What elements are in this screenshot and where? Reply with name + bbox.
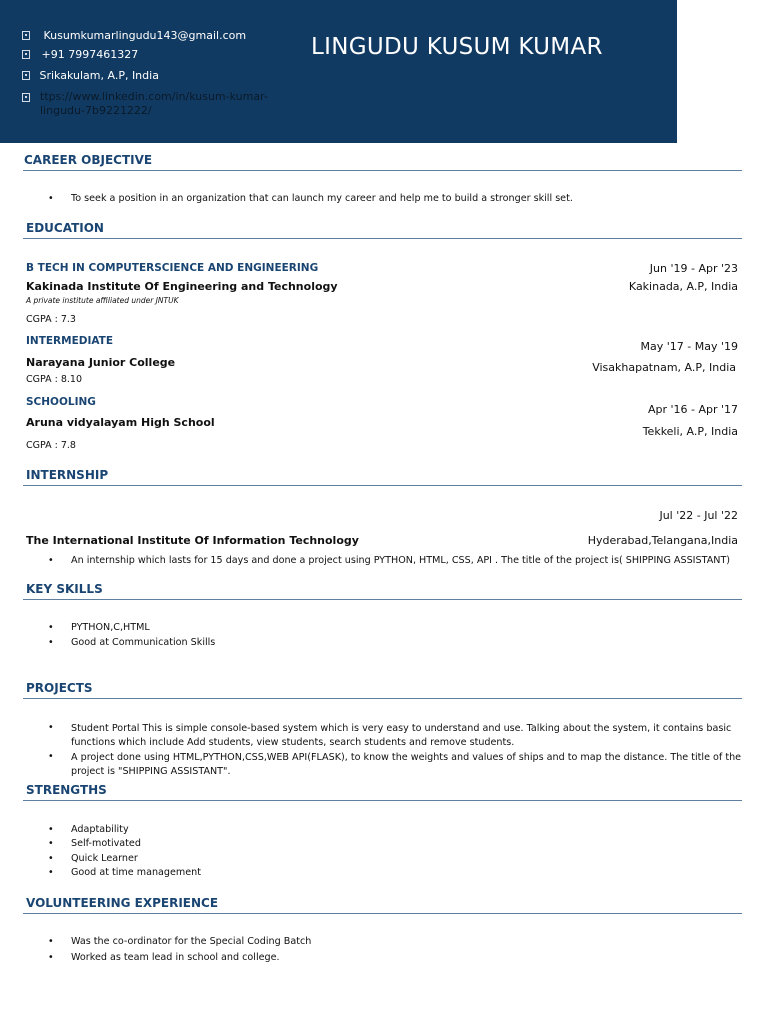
section-title-education: EDUCATION bbox=[26, 221, 104, 235]
section-divider bbox=[23, 800, 742, 801]
contact-phone bbox=[22, 48, 138, 61]
section-title-key-skills: KEY SKILLS bbox=[26, 582, 103, 596]
education-dates: Jun '19 - Apr '23 bbox=[649, 262, 738, 275]
section-divider bbox=[23, 485, 742, 486]
bullet-icon: • bbox=[48, 722, 54, 733]
strength-text: Self-motivated bbox=[71, 838, 141, 849]
section-divider bbox=[23, 238, 742, 239]
section-divider bbox=[23, 913, 742, 914]
bullet-icon: • bbox=[48, 637, 54, 648]
strength-text: Good at time management bbox=[71, 867, 201, 878]
mail-icon bbox=[22, 31, 30, 40]
section-title-career-objective: CAREER OBJECTIVE bbox=[24, 153, 153, 167]
internship-organization: The International Institute Of Information Technology bbox=[26, 534, 359, 547]
education-score: CGPA : 7.3 bbox=[26, 314, 76, 325]
linkedin-icon bbox=[22, 93, 30, 102]
education-score: CGPA : 7.8 bbox=[26, 440, 76, 451]
section-divider bbox=[23, 170, 742, 171]
bullet-icon: • bbox=[48, 555, 54, 566]
education-place: Visakhapatnam, A.P, India bbox=[592, 361, 736, 374]
strength-text: Adaptability bbox=[71, 824, 129, 835]
bullet-icon: • bbox=[48, 622, 54, 633]
skill-text: Good at Communication Skills bbox=[71, 637, 216, 648]
email-text[interactable]: Kusumkumarlingudu143@gmail.com bbox=[43, 29, 247, 42]
education-place: Tekkeli, A.P, India bbox=[642, 425, 738, 438]
bullet-icon: • bbox=[48, 936, 54, 947]
objective-text: To seek a position in an organization that can launch my career and help me to build a stronger skill set. bbox=[71, 193, 573, 204]
education-institution: Kakinada Institute Of Engineering and Technology bbox=[26, 280, 338, 293]
education-note: A private institute affiliated under JNTUK bbox=[26, 296, 179, 305]
contact-email bbox=[22, 29, 246, 42]
education-dates: Apr '16 - Apr '17 bbox=[647, 403, 738, 416]
internship-dates: Jul '22 - Jul '22 bbox=[659, 509, 738, 522]
education-place: Kakinada, A.P, India bbox=[628, 280, 738, 293]
bullet-icon: • bbox=[48, 853, 54, 864]
phone-icon bbox=[22, 50, 30, 59]
skill-text: PYTHON,C,HTML bbox=[71, 622, 150, 633]
section-title-projects: PROJECTS bbox=[26, 681, 93, 695]
bullet-icon: • bbox=[48, 838, 54, 849]
candidate-name: LINGUDU KUSUM KUMAR bbox=[311, 34, 603, 60]
section-title-volunteering: VOLUNTEERING EXPERIENCE bbox=[26, 896, 219, 910]
phone-text: +91 7997461327 bbox=[41, 48, 139, 61]
bullet-icon: • bbox=[48, 952, 54, 963]
education-degree: INTERMEDIATE bbox=[26, 335, 114, 347]
education-institution: Aruna vidyalayam High School bbox=[26, 416, 215, 429]
section-title-internship: INTERNSHIP bbox=[26, 468, 109, 482]
strength-text: Quick Learner bbox=[71, 853, 138, 864]
bullet-icon: • bbox=[48, 751, 54, 762]
section-divider bbox=[23, 698, 742, 699]
project-text: A project done using HTML,PYTHON,CSS,WEB API(FLASK), to know the weights and values of ships and to map the distance. The title of the project is "SHIPPING ASSISTANT". bbox=[71, 752, 742, 777]
section-title-strengths: STRENGTHS bbox=[26, 783, 107, 797]
internship-place: Hyderabad,Telangana,India bbox=[587, 534, 738, 547]
bullet-icon: • bbox=[48, 867, 54, 878]
bullet-icon: • bbox=[48, 824, 54, 835]
contact-linkedin bbox=[22, 90, 312, 118]
education-score: CGPA : 8.10 bbox=[26, 374, 83, 385]
contact-location bbox=[22, 69, 159, 82]
project-text: Student Portal This is simple console-based system which is very easy to understand and use. Talking about the system, it contains basic functions which include Add students, view students, search students and remove students. bbox=[71, 723, 732, 748]
volunteering-text: Worked as team lead in school and college. bbox=[71, 952, 280, 963]
education-degree: B TECH IN COMPUTERSCIENCE AND ENGINEERING bbox=[26, 262, 319, 274]
location-icon bbox=[22, 71, 30, 80]
location-text: Srikakulam, A.P, India bbox=[39, 69, 159, 82]
internship-description: An internship which lasts for 15 days and done a project using PYTHON, HTML, CSS, API . The title of the project is( SHIPPING ASSISTANT) bbox=[71, 555, 731, 566]
bullet-icon: • bbox=[48, 193, 54, 204]
education-degree: SCHOOLING bbox=[26, 396, 96, 408]
volunteering-text: Was the co-ordinator for the Special Coding Batch bbox=[71, 936, 312, 947]
linkedin-link[interactable]: ttps://www.linkedin.com/in/kusum-kumar-lingudu-7b9221222/ bbox=[40, 90, 268, 117]
education-dates: May '17 - May '19 bbox=[640, 340, 738, 353]
section-divider bbox=[23, 599, 742, 600]
education-institution: Narayana Junior College bbox=[26, 356, 176, 369]
